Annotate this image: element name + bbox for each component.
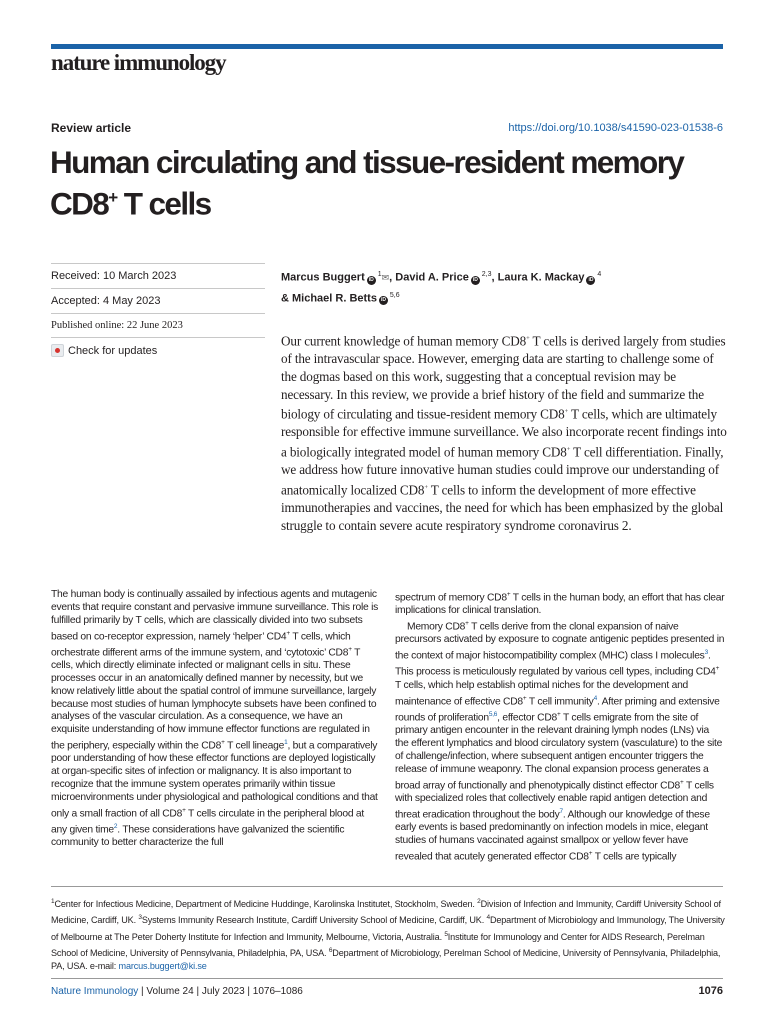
orcid-icon[interactable]: iD (472, 276, 478, 283)
superscript: + (182, 806, 186, 814)
superscript: + (286, 629, 290, 637)
text-run: T cells, which orchestrate different arms of the immune system, and ‘cytotoxic’ CD8 (51, 630, 351, 659)
superscript: + (522, 694, 527, 702)
article-dates (51, 263, 265, 363)
check-updates-button[interactable] (51, 338, 265, 363)
affiliation-number: 2 (477, 898, 481, 905)
text-run: Our current knowledge of human memory CD8 (281, 333, 527, 349)
text-run: , but a comparatively poor understanding of how these effector functions are deployed logistically at organ-specific sites of infection or malignancy. It is also important to recognize that the immune system operates primarily within tissue microenvironments under physiological and pathological conditions and that only a small fraction of all CD8 (51, 740, 378, 820)
citation-ref[interactable]: 4 (593, 694, 597, 702)
page-number: 1076 (698, 985, 723, 997)
text-run: T cell immunity (526, 696, 594, 708)
text-run: T cell lineage (224, 740, 285, 752)
text-run: T cells, which help establish optimal niches for the development and maintenance of effective CD8 (395, 679, 689, 708)
footnote-divider (51, 886, 723, 887)
citation-ref[interactable]: 3 (704, 649, 708, 657)
author-name[interactable]: Laura K. Mackay (497, 271, 585, 284)
check-updates-icon (51, 344, 64, 357)
text-run: , effector CD8 (497, 712, 557, 724)
superscript: + (588, 849, 593, 857)
text-run: T cells with specialized roles that collectively enable rapid antigen detection and threat eradication throughout the body (395, 779, 714, 821)
affiliation-text: Institute for Immunology and Center for AIDS Research, Perelman School of Medicine, University of Pennsylvania, Philadelphia, PA, USA. (51, 931, 705, 959)
affiliations-footnote (51, 895, 726, 974)
affiliation-text: Center for Infectious Medicine, Department of Medicine Huddinge, Karolinska Institutet, Stockholm, Sweden. (54, 899, 478, 910)
superscript: + (566, 446, 571, 453)
affiliation-number: 1 (51, 898, 55, 905)
header-rule (51, 44, 723, 49)
text-run: T cells are typically (592, 850, 677, 862)
affiliation-text: Department of Microbiology, Perelman School of Medicine, University of Pennsylvania, Philadelphia, PA, USA. (51, 948, 721, 972)
affiliation-number: 4 (486, 914, 490, 922)
text-run: T cells emigrate from the site of primary antigen encounter in the relevant draining lymph nodes (LNs) via the efferent lymphatics and blood circulatory system (vasculature) to the site of challenge/infection, where subsequent antigen encounter triggers the release of immune weaponry. The clonal expansion process generates a broad array of functionally and phenotypically distinct effector CD8 (395, 712, 723, 791)
superscript: + (465, 620, 469, 628)
article-title: Human circulating and tissue-resident memory CD8+ T cells (50, 144, 684, 222)
journal-name: nature immunology (51, 50, 226, 75)
body-paragraph (395, 589, 725, 618)
footer-divider (51, 978, 723, 979)
affiliation-text: Department of Microbiology and Immunology, The University of Melbourne at The Peter Doherty Institute for Infection and Immunity, Melbourne, Victoria, Australia. (51, 915, 725, 942)
affiliation-number: 6 (328, 946, 333, 954)
orcid-icon[interactable]: iD (588, 276, 594, 283)
affiliation-number: 5 (444, 930, 448, 938)
text-run: The human body is continually assailed by infectious agents and mutagenic events that require constant and pervasive immune surveillance. This role is fulfilled primarily by T cells, which are classically divided into two subsets based on co-receptor expression, namely ‘helper’ CD4 (51, 589, 379, 642)
article-type: Review article (51, 121, 132, 135)
text-run: T cells is derived largely from studies of the intravascular space. However, emerging data are starting to challenge some of the dogmas based on this work, suggesting that a conceptual revision may be necessary. In this review, we provide a brief history of the field and summarize the biology of circulating and tissue-resident memory CD8 (281, 333, 726, 422)
check-updates-label: Check for updates (68, 344, 158, 357)
text-run: . These considerations have galvanized the scientific community to better characterize the full (51, 824, 345, 849)
citation-ref[interactable]: 2 (113, 823, 118, 831)
text-run: T cell differentiation. Finally, we address how future innovative human studies could improve our understanding of anatomically localized CD8 (281, 444, 724, 498)
superscript: + (564, 408, 569, 416)
text-run: . Although our knowledge of these early events is based predominantly on infection models in mice, elegant studies of humans vaccinated against smallpox or yellow fever have revealed that acutely generated effector CD8 (395, 809, 710, 862)
text-run: T cells, which directly eliminate infected or malignant cells in situ. These processes occur in an anatomically defined manner by necessity, but we know relatively little about the spatial control of immune surveillance, largely because most studies of human lymphocyte subsets have been confined to analyses of the vascular circulation. As a consequence, we have an exquisite understanding of how immune effector functions are regulated in the periphery, especially within the CD8 (51, 647, 377, 752)
superscript: + (680, 778, 684, 786)
text-run: T cells in the human body, an effort that has clear implications for clinical translation. (395, 592, 725, 617)
author-separator: , (389, 271, 396, 284)
abstract (281, 330, 731, 534)
orcid-icon[interactable]: iD (380, 297, 386, 304)
affiliation-number: 3 (138, 914, 142, 922)
footer-journal-link[interactable]: Nature Immunology (51, 986, 139, 997)
text-run: T cells circulate in the peripheral blood at any given time (51, 808, 365, 836)
text-run: . After priming and extensive rounds of proliferation (395, 696, 720, 724)
journal-citation: Nature Immunology | Volume 24 | July 2023 | 1076–1086 (51, 986, 303, 997)
author-list (281, 266, 731, 307)
citation-ref[interactable]: 7 (559, 807, 563, 815)
superscript: + (221, 739, 225, 747)
text-run: T cells derive from the clonal expansion of naive precursors activated by exposure to cognate antigenic peptides presented in the context of major histocompatibility complex (MHC) class I molecules (395, 621, 725, 662)
affiliation-text: Systems Immunity Research Institute, Cardiff University School of Medicine, Cardiff, UK. (141, 915, 487, 926)
orcid-icon[interactable]: iD (368, 276, 374, 283)
received-date: Received: 10 March 2023 (51, 263, 265, 289)
citation-ref[interactable]: 5,6 (488, 710, 498, 718)
affiliation-superscript: 5,6 (387, 291, 400, 299)
affiliation-text: e-mail: (89, 961, 119, 972)
author-name[interactable]: & Michael R. Betts (281, 292, 377, 305)
affiliation-text: Division of Infection and Immunity, Cardiff University School of Medicine, Cardiff, UK. (51, 899, 721, 926)
text-run: spectrum of memory CD8 (395, 592, 507, 604)
author-name[interactable]: Marcus Buggert (281, 271, 365, 284)
intro-paragraph (51, 589, 381, 850)
affiliation-superscript: 2,3 (479, 271, 492, 278)
body-column-right (395, 589, 725, 864)
author-name[interactable]: David A. Price (395, 271, 469, 284)
body-paragraph (395, 618, 725, 864)
superscript: + (424, 483, 428, 491)
text-run: T cells to inform the development of more effective immunotherapies and vaccines, the need for which has been emphasized by the global struggle to contain severe acute respiratory syndrome coronavirus 2. (281, 482, 724, 533)
body-column-left (51, 589, 381, 850)
text-run: . This process is meticulously regulated by various cell types, including CD4 (395, 650, 716, 678)
superscript: + (506, 591, 511, 598)
author-separator: , (491, 271, 498, 284)
superscript: + (526, 335, 530, 342)
affiliation-superscript: 4 (595, 271, 602, 278)
text-run: Memory CD8 (407, 621, 466, 633)
accepted-date: Accepted: 4 May 2023 (51, 289, 265, 314)
superscript: + (348, 645, 352, 653)
published-date: Published online: 22 June 2023 (51, 314, 265, 338)
text-run: T cells, which are ultimately responsible for effective immune surveillance. We also incorporate recent findings into a biologically integrated model of human memory CD8 (281, 406, 727, 460)
doi-link[interactable]: https://doi.org/10.1038/s41590-023-01538-6 (508, 122, 723, 134)
superscript: + (557, 710, 561, 718)
affiliation-superscript: 1 (375, 271, 382, 278)
citation-ref[interactable]: 1 (284, 739, 288, 747)
mail-icon[interactable]: ✉ (381, 272, 390, 283)
email-link[interactable]: marcus.buggert@ki.se (118, 961, 207, 972)
superscript: + (715, 665, 720, 673)
